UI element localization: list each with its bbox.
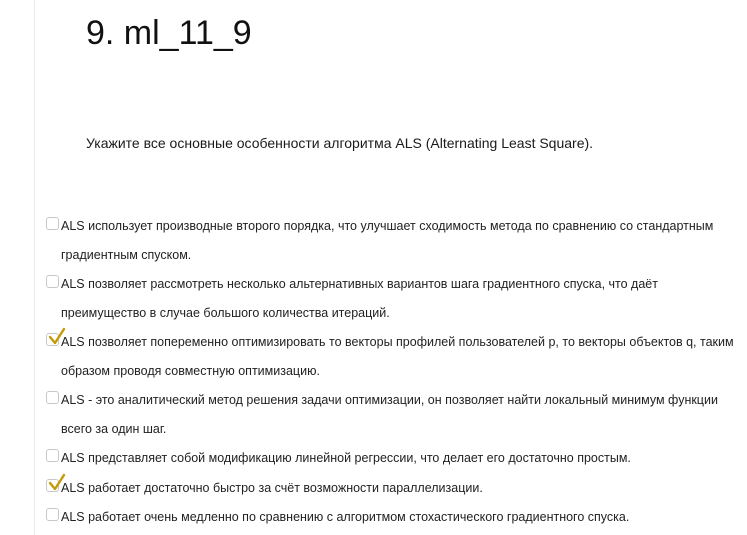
option-label: ALS - это аналитический метод решения задачи оптимизации, он позволяет найти локальный минимум функции всего за один шаг.	[61, 393, 718, 436]
answer-option-4[interactable]	[45, 386, 735, 443]
checkmark-icon	[48, 474, 66, 492]
option-label: ALS использует производные второго порядка, что улучшает сходимость метода по сравнению со стандартным градиентным спуском.	[61, 219, 714, 262]
checkbox[interactable]	[46, 217, 59, 230]
option-label: ALS позволяет рассмотреть несколько альтернативных вариантов шага градиентного спуска, что даёт преимущество в случае большого количества итераций.	[61, 277, 658, 320]
option-label: ALS работает очень медленно по сравнению с алгоритмом стохастического градиентного спуска.	[61, 510, 630, 524]
answer-option-3[interactable]	[45, 328, 735, 385]
checkbox[interactable]	[46, 479, 59, 492]
checkbox[interactable]	[46, 449, 59, 462]
checkbox[interactable]	[46, 275, 59, 288]
left-divider	[34, 0, 35, 535]
checkmark-icon	[48, 328, 66, 346]
option-label: ALS позволяет попеременно оптимизировать то векторы профилей пользователей p, то векторы объектов q, таким образом проводя совместную оптимизацию.	[61, 335, 734, 378]
question-title: 9. ml_11_9	[86, 14, 252, 52]
checkbox[interactable]	[46, 333, 59, 346]
answer-option-1[interactable]	[45, 212, 735, 269]
answer-option-6[interactable]	[45, 474, 735, 503]
question-text: Укажите все основные особенности алгоритма ALS (Alternating Least Square).	[86, 135, 594, 151]
answer-option-5[interactable]	[45, 444, 735, 473]
answer-option-2[interactable]	[45, 270, 735, 327]
checkbox[interactable]	[46, 391, 59, 404]
option-label: ALS представляет собой модификацию линейной регрессии, что делает его достаточно простым.	[61, 451, 631, 465]
answer-options-list	[45, 212, 735, 533]
checkbox[interactable]	[46, 508, 59, 521]
answer-option-7[interactable]	[45, 503, 735, 532]
option-label: ALS работает достаточно быстро за счёт возможности параллелизации.	[61, 480, 483, 495]
